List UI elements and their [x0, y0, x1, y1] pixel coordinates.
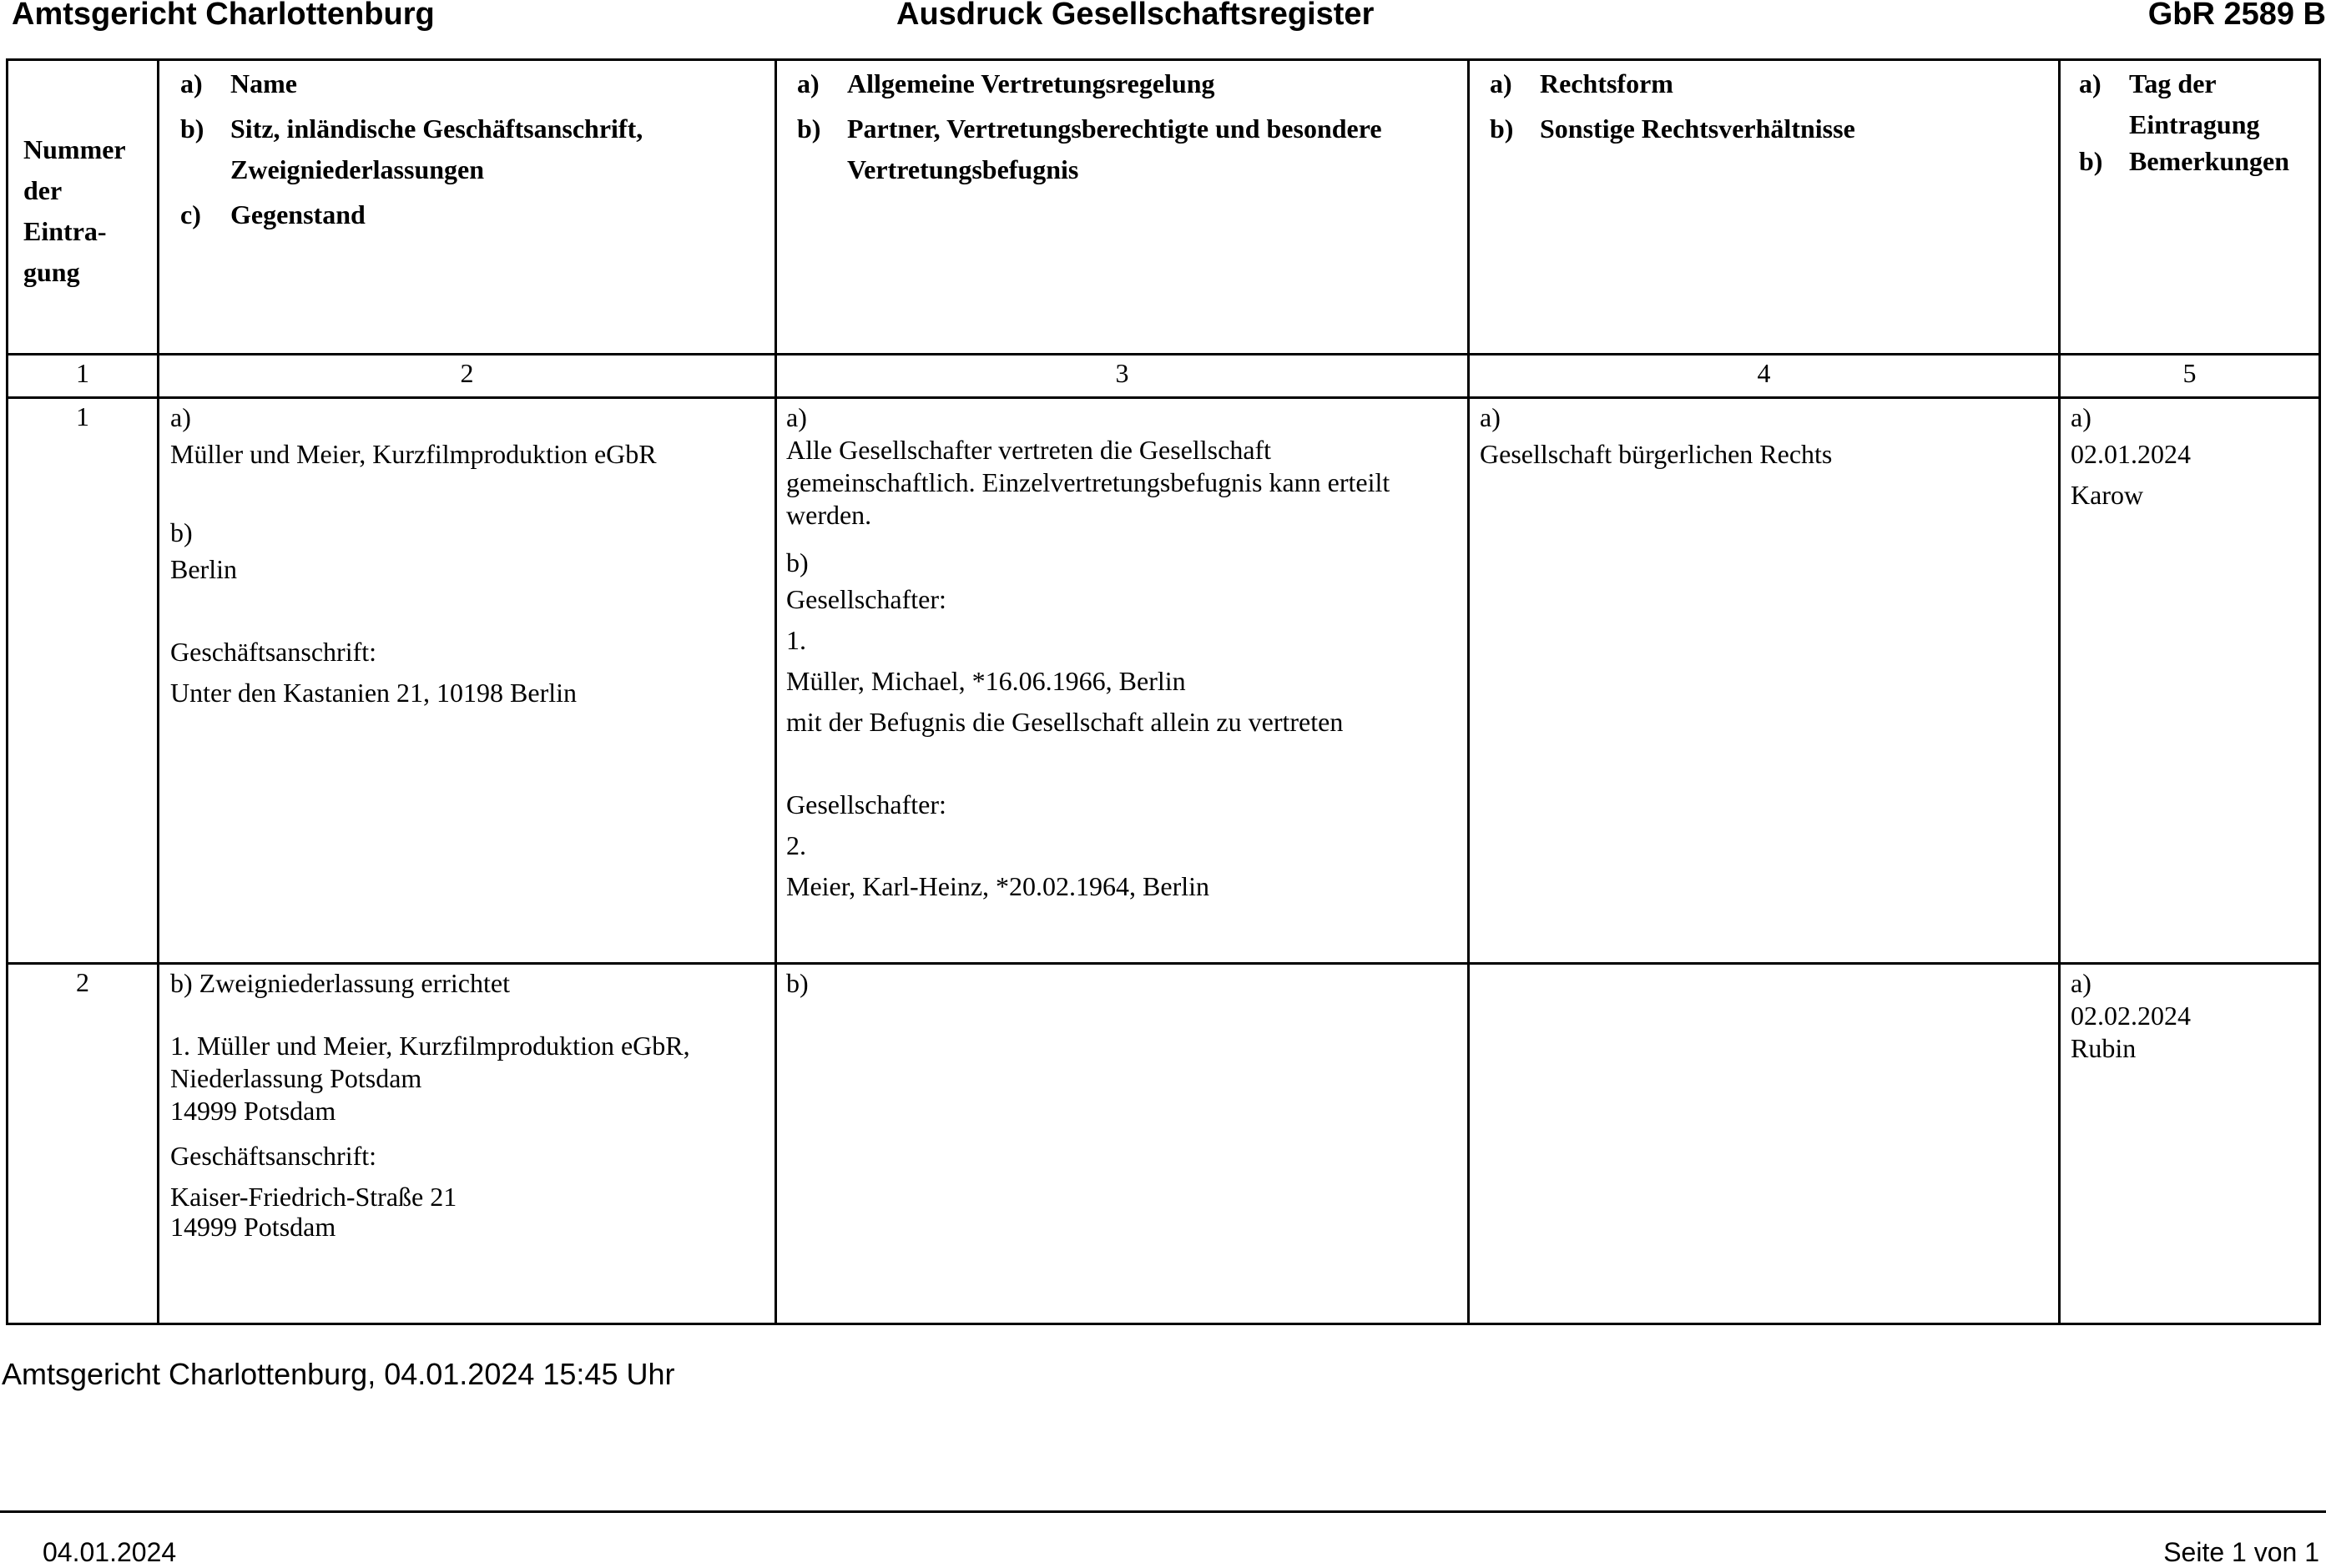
column-divider — [157, 61, 159, 1323]
entry1-name-seat: a) Müller und Meier, Kurzfilmproduktion eGbR b) Berlin Geschäftsanschrift: Unter den Kastanien 21, 10198 Berlin — [170, 401, 767, 713]
entry1-date: a) 02.01.2024 Karow — [2071, 401, 2313, 516]
partner-1: Müller, Michael, *16.06.1966, Berlin — [786, 666, 1186, 696]
company-seat: Berlin — [170, 554, 237, 584]
header-col5: a) Tag der Eintragung b) Bemerkungen — [2079, 68, 2289, 176]
column-divider — [2058, 61, 2061, 1323]
partner-2: Meier, Karl-Heinz, *20.02.1964, Berlin — [786, 871, 1210, 901]
clerk-name: Rubin — [2071, 1033, 2137, 1063]
print-timestamp: Amtsgericht Charlottenburg, 04.01.2024 15:45 Uhr — [2, 1357, 675, 1391]
entry2-branch: b) Zweigniederlassung errichtet 1. Müller und Meier, Kurzfilmproduktion eGbR, Niederlassung Potsdam 14999 Potsdam Geschäftsanschrift: Kaiser-Friedrich-Straße 21 14999 Potsdam — [170, 967, 767, 1243]
page-number: Seite 1 von 1 — [2163, 1537, 2319, 1567]
entry2-date: a) 02.02.2024 Rubin — [2071, 967, 2313, 1065]
partner-1-authority: mit der Befugnis die Gesellschaft allein zu vertreten — [786, 707, 1344, 737]
entry1-representation: a) Alle Gesellschafter vertreten die Gesellschaft gemeinschaftlich. Einzelvertretungsbefugnis kann erteilt werden. b) Gesellschafter: 1. Müller, Michael, *16.06.1966, Berlin mit der Befugnis die Gesellschaft allein zu vertreten Gesellschafter: 2. Meier, Karl-Heinz, *20.02.1964, Berlin — [786, 401, 1454, 907]
register-number: GbR 2589 B — [2147, 0, 2326, 32]
general-representation-rule: Alle Gesellschafter vertreten die Gesellschaft gemeinschaftlich. Einzelvertretungsbefugnis kann erteilt werden. — [786, 435, 1390, 530]
court-name: Amtsgericht Charlottenburg — [12, 0, 435, 32]
row-divider — [8, 396, 2318, 399]
entry-number: 2 — [76, 967, 89, 997]
branch-heading: b) Zweigniederlassung errichtet — [170, 968, 510, 998]
entry-date: 02.01.2024 — [2071, 439, 2191, 469]
header-col2: a) Name b) Sitz, inländische Geschäftsanschrift, Zweigniederlassungen c) Gegenstand — [180, 68, 643, 229]
footer-date: 04.01.2024 — [43, 1537, 177, 1567]
column-number: 2 — [460, 358, 474, 388]
document-title: Ausdruck Gesellschaftsregister — [896, 0, 1375, 32]
column-number: 1 — [76, 358, 89, 388]
business-address: Unter den Kastanien 21, 10198 Berlin — [170, 678, 577, 708]
row-divider — [8, 962, 2318, 965]
entry1-legal-form: a) Gesellschaft bürgerlichen Rechts — [1480, 401, 2047, 475]
column-number: 3 — [1115, 358, 1129, 388]
column-divider — [774, 61, 777, 1323]
header-col1: Nummer der Eintra- gung — [23, 134, 126, 287]
entry2-representation: b) — [786, 968, 809, 998]
legal-form: Gesellschaft bürgerlichen Rechts — [1480, 439, 1833, 469]
company-name: Müller und Meier, Kurzfilmproduktion eGbR — [170, 439, 657, 469]
column-divider — [1467, 61, 1470, 1323]
column-number: 4 — [1757, 358, 1771, 388]
header-col3: a) Allgemeine Vertretungsregelung b) Partner, Vertretungsberechtigte und besondere Vertretungsbefugnis — [797, 68, 1382, 184]
footer-divider — [0, 1510, 2326, 1513]
row-divider — [8, 353, 2318, 355]
entry-date: 02.02.2024 — [2071, 1001, 2191, 1031]
entry-number: 1 — [76, 401, 89, 431]
header-col4: a) Rechtsform b) Sonstige Rechtsverhältnisse — [1490, 68, 1855, 144]
column-number: 5 — [2182, 358, 2197, 388]
branch-address: Kaiser-Friedrich-Straße 21 — [170, 1182, 457, 1212]
register-table — [6, 58, 2321, 1325]
clerk-name: Karow — [2071, 480, 2144, 510]
